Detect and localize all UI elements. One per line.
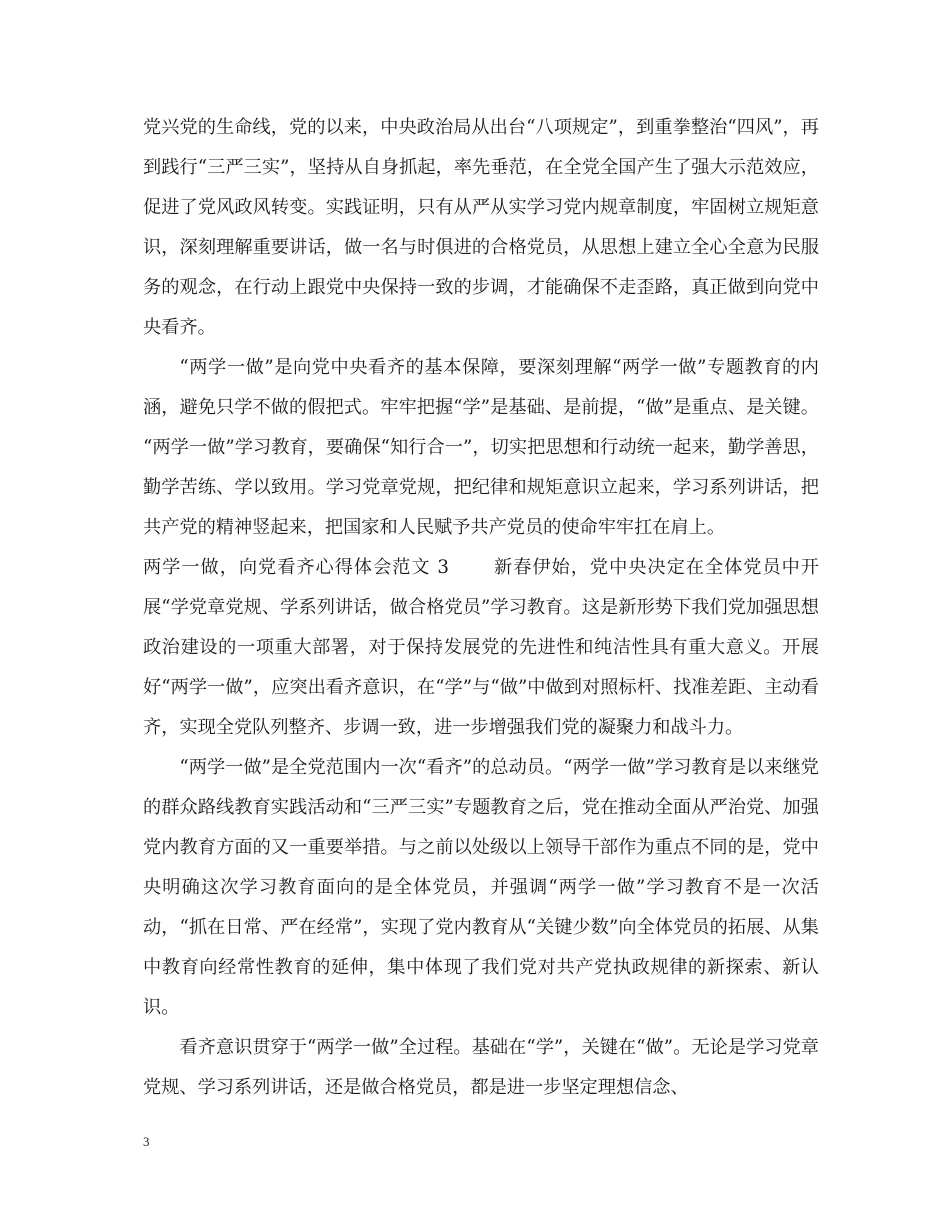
paragraph-4: “两学一做”是全党范围内一次“看齐”的总动员。“两学一做”学习教育是以来继党的群众路线教育实践活动和“三严三实”专题教育之后，党在推动全面从严治党、加强党内教育方面的又一重要举措。与之前以处级以上领导干部作为重点不同的是，党中央明确这次学习教育面向的是全体党员，并强调“两学一做”学习教育不是一次活动，“抓在日常、严在经常”，实现了党内教育从“关键少数”向全体党员的拓展、从集中教育向经常性教育的延伸，集中体现了我们党对共产党执政规律的新探索、新认识。 [143, 757, 819, 1018]
page-number: 3 [143, 1134, 150, 1149]
paragraph-1: 党兴党的生命线，党的以来，中央政治局从出台“八项规定”，到重拳整治“四风”，再到践行“三严三实”，坚持从自身抓起，率先垂范，在全党全国产生了强大示范效应，促进了党风政风转变。实践证明，只有从严从实学习党内规章制度，牢固树立规矩意识，深刻理解重要讲话，做一名与时俱进的合格党员，从思想上建立全心全意为民服务的观念，在行动上跟党中央保持一致的步调，才能确保不走歪路，真正做到向党中央看齐。 [143, 117, 819, 338]
document-body [143, 108, 819, 1108]
paragraph-5: 看齐意识贯穿于“两学一做”全过程。基础在“学”，关键在“做”。无论是学习党章党规、学习系列讲话，还是做合格党员，都是进一步坚定理想信念、 [143, 1037, 819, 1098]
paragraph-3: 两学一做，向党看齐心得体会范文 3 新春伊始，党中央决定在全体党员中开展“学党章党规、学系列讲话，做合格党员”学习教育。这是新形势下我们党加强思想政治建设的一项重大部署，对于保持发展党的先进性和纯洁性具有重大意义。开展好“两学一做”，应突出看齐意识，在“学”与“做”中做到对照标杆、找准差距、主动看齐，实现全党队列整齐、步调一致，进一步增强我们党的凝聚力和战斗力。 [143, 557, 819, 738]
paragraph-2: “两学一做”是向党中央看齐的基本保障，要深刻理解“两学一做”专题教育的内涵，避免只学不做的假把式。牢牢把握“学”是基础、是前提，“做”是重点、是关键。 “两学一做”学习教育，要确保“知行合一”，切实把思想和行动统一起来，勤学善思，勤学苦练、学以致用。学习党章党规，把纪律和规矩意识立起来，学习系列讲话，把共产党的精神竖起来，把国家和人民赋予共产党员的使命牢牢扛在肩上。 [143, 357, 819, 538]
